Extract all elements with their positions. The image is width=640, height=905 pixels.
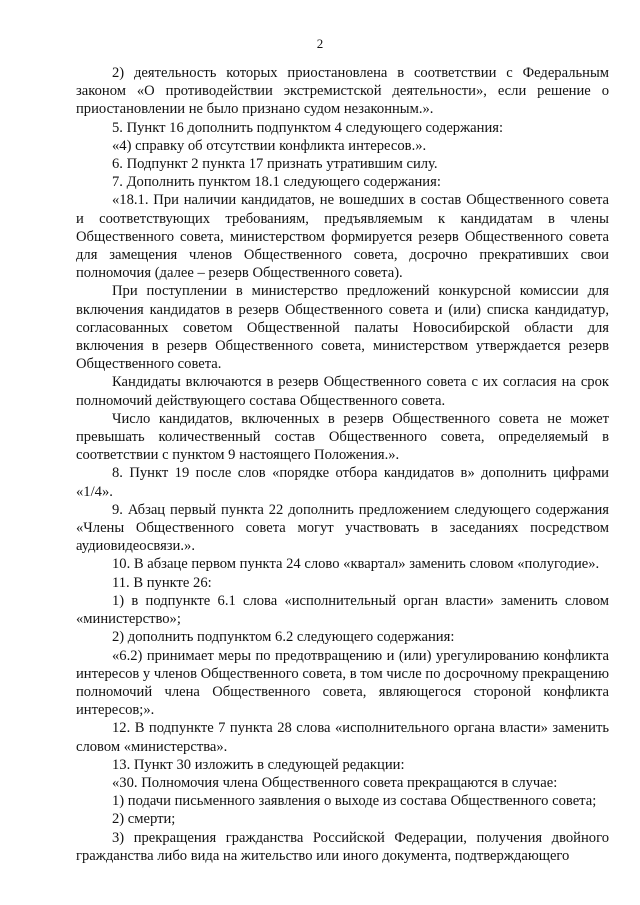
paragraph-point-6: 6. Подпункт 2 пункта 17 признать утратившим силу. [112,156,438,173]
paragraph-point-10: 10. В абзаце первом пункта 24 слово «квартал» заменить словом «полугодие». [112,556,600,573]
paragraph-point-12: 12. В подпункте 7 пункта 28 слова «исполнительного органа власти» заменить словом «министерства». [76,720,609,755]
paragraph-point-7: 7. Дополнить пунктом 18.1 следующего содержания: [112,174,441,191]
paragraph-item-2-extremism: 2) деятельность которых приостановлена в соответствии с Федеральным законом «О противодействии экстремистской деятельности», если решение о приостановлении не было признано судом незаконным.». [76,65,609,118]
document-body [76,64,609,865]
paragraph-reserve-approval: При поступлении в министерство предложений конкурсной комиссии для включения кандидатов в резерв Общественного совета и (или) списка кандидатур, согласованных советом Общественной палаты Новосибирской области для включения в резерв Общественного совета, министерством утверждается резерв Общественного совета. [76,283,609,373]
paragraph-reserve-limit: Число кандидатов, включенных в резерв Общественного совета не может превышать количественный состав Общественного совета, определяемый в соответствии с пунктом 9 настоящего Положения.». [76,410,609,464]
paragraph-point-5-text: «4) справку об отсутствии конфликта интересов.». [112,137,427,154]
paragraph-point-30-sub-1: 1) подачи письменного заявления о выходе из состава Общественного совета; [112,793,597,810]
paragraph-point-11: 11. В пункте 26: [112,574,212,591]
paragraph-point-5: 5. Пункт 16 дополнить подпунктом 4 следующего содержания: [112,119,504,136]
paragraph-point-18-1: «18.1. При наличии кандидатов, не вошедших в состав Общественного совета и соответствующих требованиям, предъявляемым к кандидатам в члены Общественного совета, министерством формируется резерв Общественного совета для замещения членов Общественного совета, досрочно прекративших свои полномочия (далее – резерв Общественного совета). [76,192,609,282]
paragraph-point-30-sub-3: 3) прекращения гражданства Российской Федерации, получения двойного гражданства либо вида на жительство или иного документа, подтверждающего [76,829,609,864]
paragraph-point-13: 13. Пункт 30 изложить в следующей редакции: [112,756,405,773]
paragraph-point-11-sub-1: 1) в подпункте 6.1 слова «исполнительный орган власти» заменить словом «министерство»; [76,592,609,628]
paragraph-point-30-sub-2: 2) смерти; [112,811,176,828]
paragraph-reserve-consent: Кандидаты включаются в резерв Общественного совета с их согласия на срок полномочий действующего состава Общественного совета. [76,374,609,409]
paragraph-point-9: 9. Абзац первый пункта 22 дополнить предложением следующего содержания «Члены Общественного совета могут участвовать в заседаниях посредством аудиовидеосвязи.». [76,501,609,555]
paragraph-point-6-2: «6.2) принимает меры по предотвращению и (или) урегулированию конфликта интересов у членов Общественного совета, в том числе по досрочному прекращению полномочий члена Общественного совета, являющегося стороной конфликта интересов;». [76,647,609,719]
paragraph-point-8: 8. Пункт 19 после слов «порядке отбора кандидатов в» дополнить цифрами «1/4». [76,465,609,500]
paragraph-point-11-sub-2: 2) дополнить подпунктом 6.2 следующего содержания: [112,629,455,646]
page-number: 2 [316,36,324,51]
paragraph-point-30: «30. Полномочия члена Общественного совета прекращаются в случае: [112,774,558,791]
